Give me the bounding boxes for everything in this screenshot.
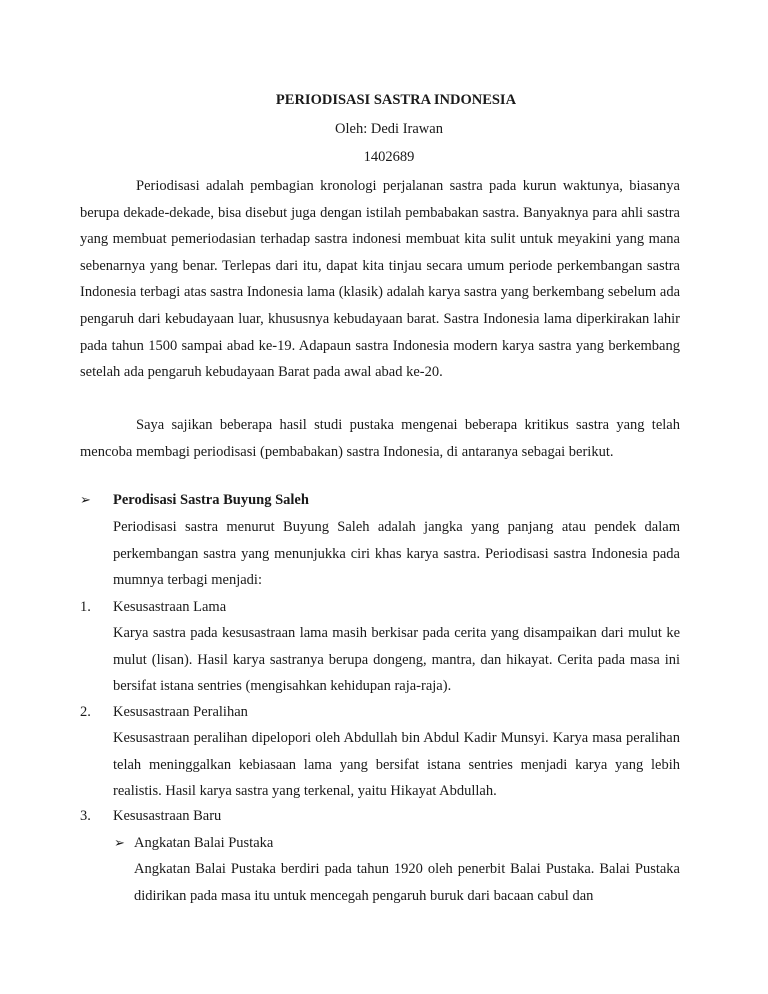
list-number-2: 2.	[80, 704, 91, 720]
list-heading-1: Kesusastraan Lama	[113, 599, 227, 615]
section-body: Periodisasi sastra menurut Buyung Saleh adalah jangka yang panjang atau pendek dalam perkembangan sastra yang menunjukka ciri khas karya sastra. Periodisasi sastra Indonesia pada mumnya terbagi menjadi:	[113, 519, 680, 589]
list-heading-3: Kesusastraan Baru	[113, 808, 222, 824]
author-line: Oleh: Dedi Irawan	[335, 121, 443, 137]
list-body-1: Karya sastra pada kesusastraan lama masih berkisar pada cerita yang disampaikan dari mulut ke mulut (lisan). Hasil karya sastranya berupa dongeng, mantra, dan hikayat. Cerita pada masa ini bersifat istana sentries (mengisahkan kehidupan raja-raja).	[113, 625, 680, 695]
list-body-2: Kesusastraan peralihan dipelopori oleh Abdullah bin Abdul Kadir Munsyi. Karya masa peralihan telah meninggalkan kebiasaan lama yang bersifat istana sentries menjadi karya yang lebih realistis. Hasil karya sastra yang terkenal, yaitu Hikayat Abdullah.	[113, 730, 680, 800]
list-number-1: 1.	[80, 599, 91, 615]
list-number-3: 3.	[80, 808, 91, 824]
section-heading: Perodisasi Sastra Buyung Saleh	[113, 492, 309, 508]
arrow-bullet-icon: ➢	[80, 492, 91, 507]
list-heading-2: Kesusastraan Peralihan	[113, 704, 248, 720]
arrow-bullet-icon: ➢	[114, 835, 125, 850]
document-title: PERIODISASI SASTRA INDONESIA	[275, 92, 517, 108]
intro-paragraph-2: Saya sajikan beberapa hasil studi pustaka mengenai beberapa kritikus sastra yang telah mencoba membagi periodisasi (pembabakan) sastra Indonesia, di antaranya sebagai berikut.	[80, 417, 680, 460]
sub-heading: Angkatan Balai Pustaka	[134, 835, 274, 851]
student-id: 1402689	[363, 149, 415, 165]
intro-paragraph-1: Periodisasi adalah pembagian kronologi perjalanan sastra pada kurun waktunya, biasanya berupa dekade-dekade, bisa disebut juga dengan istilah pembabakan sastra. Banyaknya para ahli sastra yang membuat pemeriodasian terhadap sastra indonesi membuat kita sulit untuk meyakini yang mana sebenarnya yang benar. Terlepas dari itu, dapat kita tinjau secara umum periode perkembangan sastra Indonesia terbagi atas sastra Indonesia lama (klasik) adalah karya sastra yang berkembang sebelum ada pengaruh dari kebudayaan luar, khususnya kebudayaan barat. Sastra Indonesia lama diperkirakan lahir pada tahun 1500 sampai abad ke-19. Adapaun sastra Indonesia modern karya sastra yang berkembang setelah ada pengaruh kebudayaan Barat pada awal abad ke-20.	[80, 178, 680, 381]
sub-body: Angkatan Balai Pustaka berdiri pada tahun 1920 oleh penerbit Balai Pustaka. Balai Pustaka didirikan pada masa itu untuk mencegah pengaruh buruk dari bacaan cabul dan	[134, 861, 680, 904]
